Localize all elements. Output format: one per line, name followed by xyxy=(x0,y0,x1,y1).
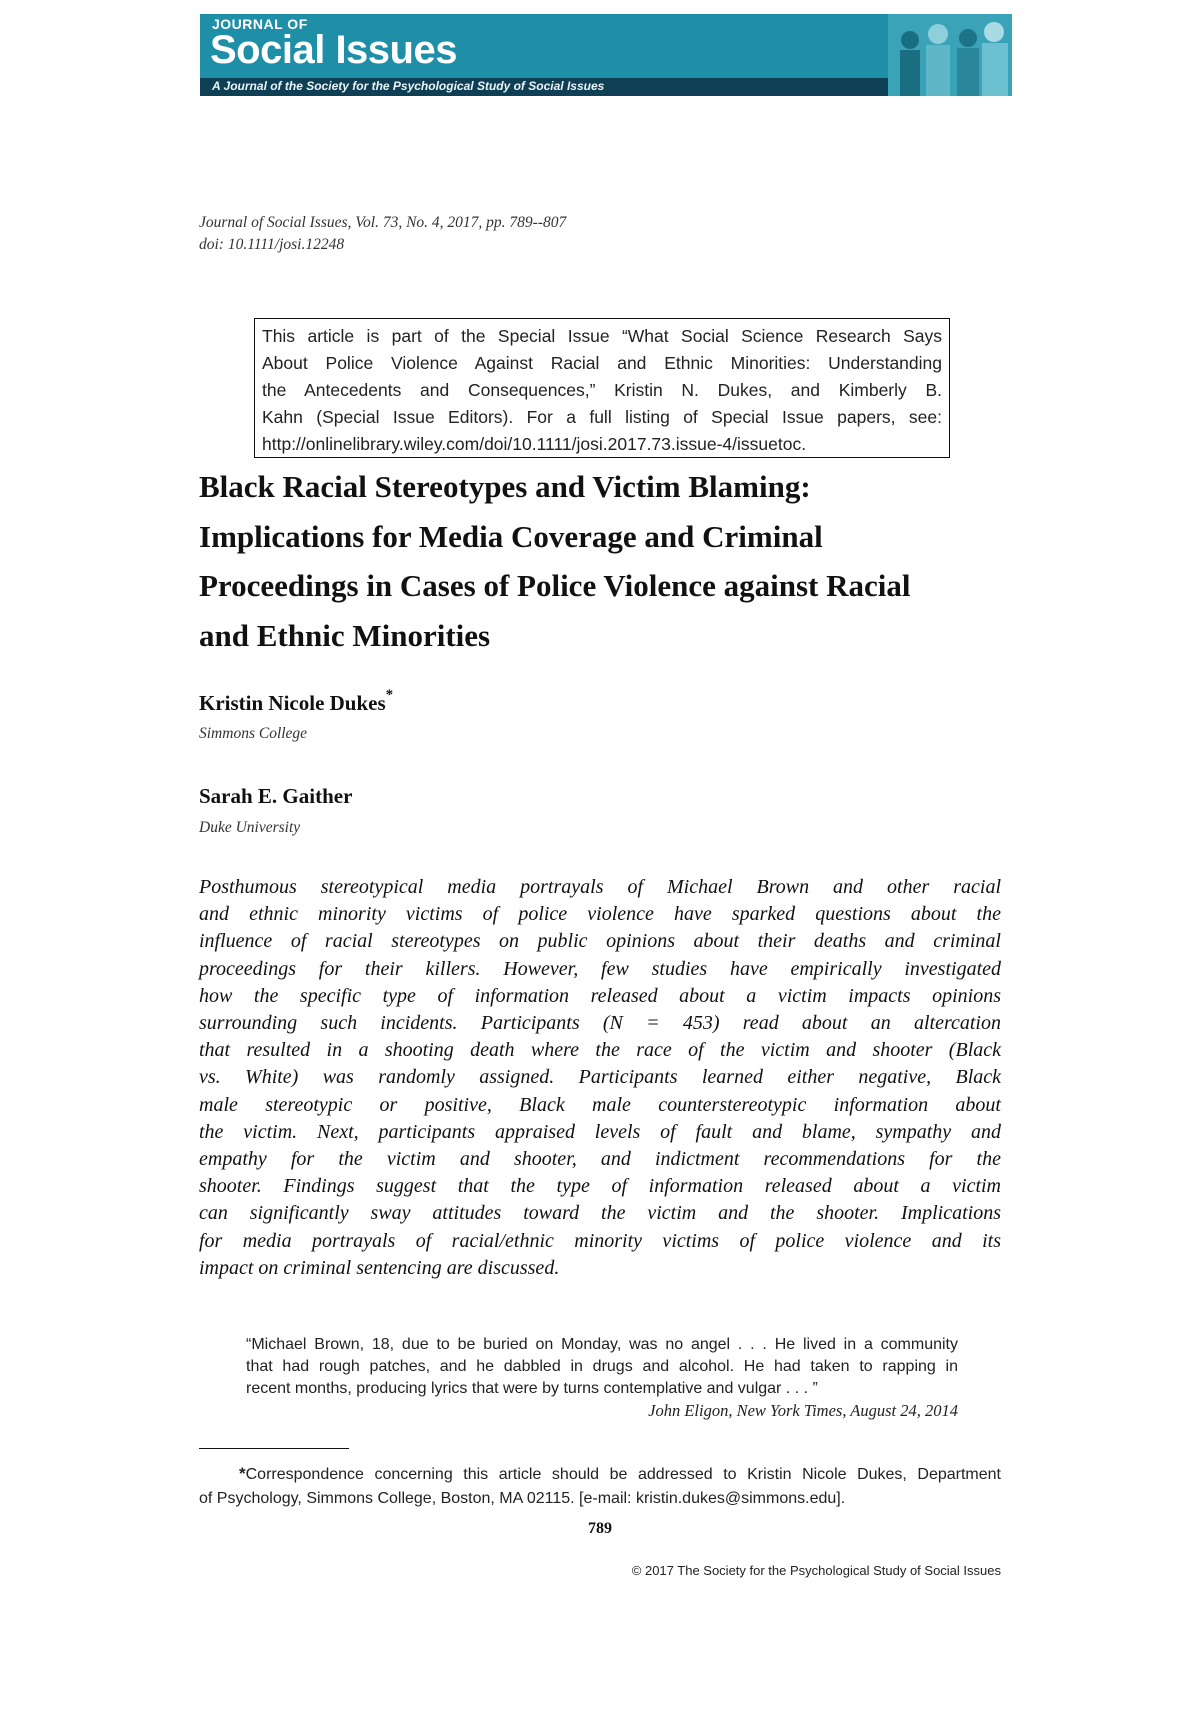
article-title xyxy=(199,462,1019,660)
journal-tagline: A Journal of the Society for the Psychological Study of Social Issues xyxy=(212,79,605,93)
citation-doi: doi: 10.1111/josi.12248 xyxy=(199,236,345,253)
author-name: Kristin Nicole Dukes* xyxy=(199,687,394,715)
footnote-line: of Psychology, Simmons College, Boston, MA 02115. [e-mail: kristin.dukes@simmons.edu]. xyxy=(199,1490,846,1507)
notice-line: the Antecedents and Consequences,” Kristin N. Dukes, and Kimberly B. xyxy=(262,380,942,400)
journal-name-large: Social Issues xyxy=(210,28,457,72)
abstract-line: how the specific type of information released about a victim impacts opinions xyxy=(199,984,1001,1007)
title-line: Black Racial Stereotypes and Victim Blaming: xyxy=(199,469,811,504)
footnote-line: *Correspondence concerning this article should be addressed to Kristin Nicole Dukes, Department xyxy=(239,1464,1001,1483)
abstract-line: that resulted in a shooting death where the race of the victim and shooter (Black xyxy=(199,1039,1001,1062)
notice-line: This article is part of the Special Issue “What Social Science Research Says xyxy=(262,326,942,346)
page-number: 789 xyxy=(588,1520,612,1537)
abstract-line: Posthumous stereotypical media portrayals of Michael Brown and other racial xyxy=(199,876,1001,898)
abstract-line: surrounding such incidents. Participants (N = 453) read about an altercation xyxy=(199,1012,1001,1035)
abstract xyxy=(199,874,1001,1282)
title-line: Proceedings in Cases of Police Violence against Racial xyxy=(199,568,911,603)
abstract-line: and ethnic minority victims of police violence have sparked questions about the xyxy=(199,903,1001,926)
quote-line: recent months, producing lyrics that were by turns contemplative and vulgar . . . ” xyxy=(246,1380,818,1397)
author-affiliation: Duke University xyxy=(199,819,301,836)
title-line: Implications for Media Coverage and Criminal xyxy=(199,518,823,554)
notice-line: Kahn (Special Issue Editors). For a full listing of Special Issue papers, see: xyxy=(262,407,942,427)
journal-banner xyxy=(200,14,1012,96)
abstract-line: impact on criminal sentencing are discussed. xyxy=(199,1256,560,1279)
abstract-line: male stereotypic or positive, Black male counterstereotypic information about xyxy=(199,1093,1001,1116)
abstract-line: for media portrayals of racial/ethnic minority victims of police violence and its xyxy=(199,1229,1001,1252)
quote-line: “Michael Brown, 18, due to be buried on Monday, was no angel . . . He lived in a community xyxy=(246,1336,958,1353)
notice-link[interactable]: http://onlinelibrary.wiley.com/doi/10.1111/josi.2017.73.issue-4/issuetoc. xyxy=(262,434,807,454)
author-affiliation: Simmons College xyxy=(199,725,308,742)
abstract-line: influence of racial stereotypes on public opinions about their deaths and criminal xyxy=(199,930,1001,953)
footnote-mark: * xyxy=(385,687,394,703)
abstract-line: proceedings for their killers. However, few studies have empirically investigated xyxy=(199,957,1001,980)
quote-line: that had rough patches, and he dabbled in drugs and alcohol. He had taken to rapping in xyxy=(246,1358,958,1375)
correspondence-footnote xyxy=(199,1462,1001,1511)
citation-volume: Journal of Social Issues, Vol. 73, No. 4, 2017, pp. 789--807 xyxy=(199,214,567,231)
citation-block xyxy=(199,212,566,256)
footnote-mark: * xyxy=(239,1464,246,1483)
abstract-line: can significantly sway attitudes toward the victim and the shooter. Implications xyxy=(199,1202,1001,1225)
author-name: Sarah E. Gaither xyxy=(199,784,353,808)
notice-line: About Police Violence Against Racial and Ethnic Minorities: Understanding xyxy=(262,353,942,373)
title-line: and Ethnic Minorities xyxy=(199,617,491,653)
journal-name-small: JOURNAL OF xyxy=(212,16,308,32)
abstract-line: the victim. Next, participants appraised levels of fault and blame, sympathy and xyxy=(199,1120,1001,1143)
copyright-notice: © 2017 The Society for the Psychological Study of Social Issues xyxy=(631,1563,1001,1578)
abstract-line: vs. White) was randomly assigned. Participants learned either negative, Black xyxy=(199,1066,1001,1089)
epigraph-quote xyxy=(246,1334,958,1422)
special-issue-notice xyxy=(254,318,950,458)
banner-photo-image xyxy=(888,14,1012,96)
quote-source: John Eligon, New York Times, August 24, 2014 xyxy=(648,1401,958,1420)
abstract-line: shooter. Findings suggest that the type of information released about a victim xyxy=(199,1175,1001,1198)
footnote-divider xyxy=(199,1448,349,1449)
abstract-line: empathy for the victim and shooter, and indictment recommendations for the xyxy=(199,1148,1001,1171)
